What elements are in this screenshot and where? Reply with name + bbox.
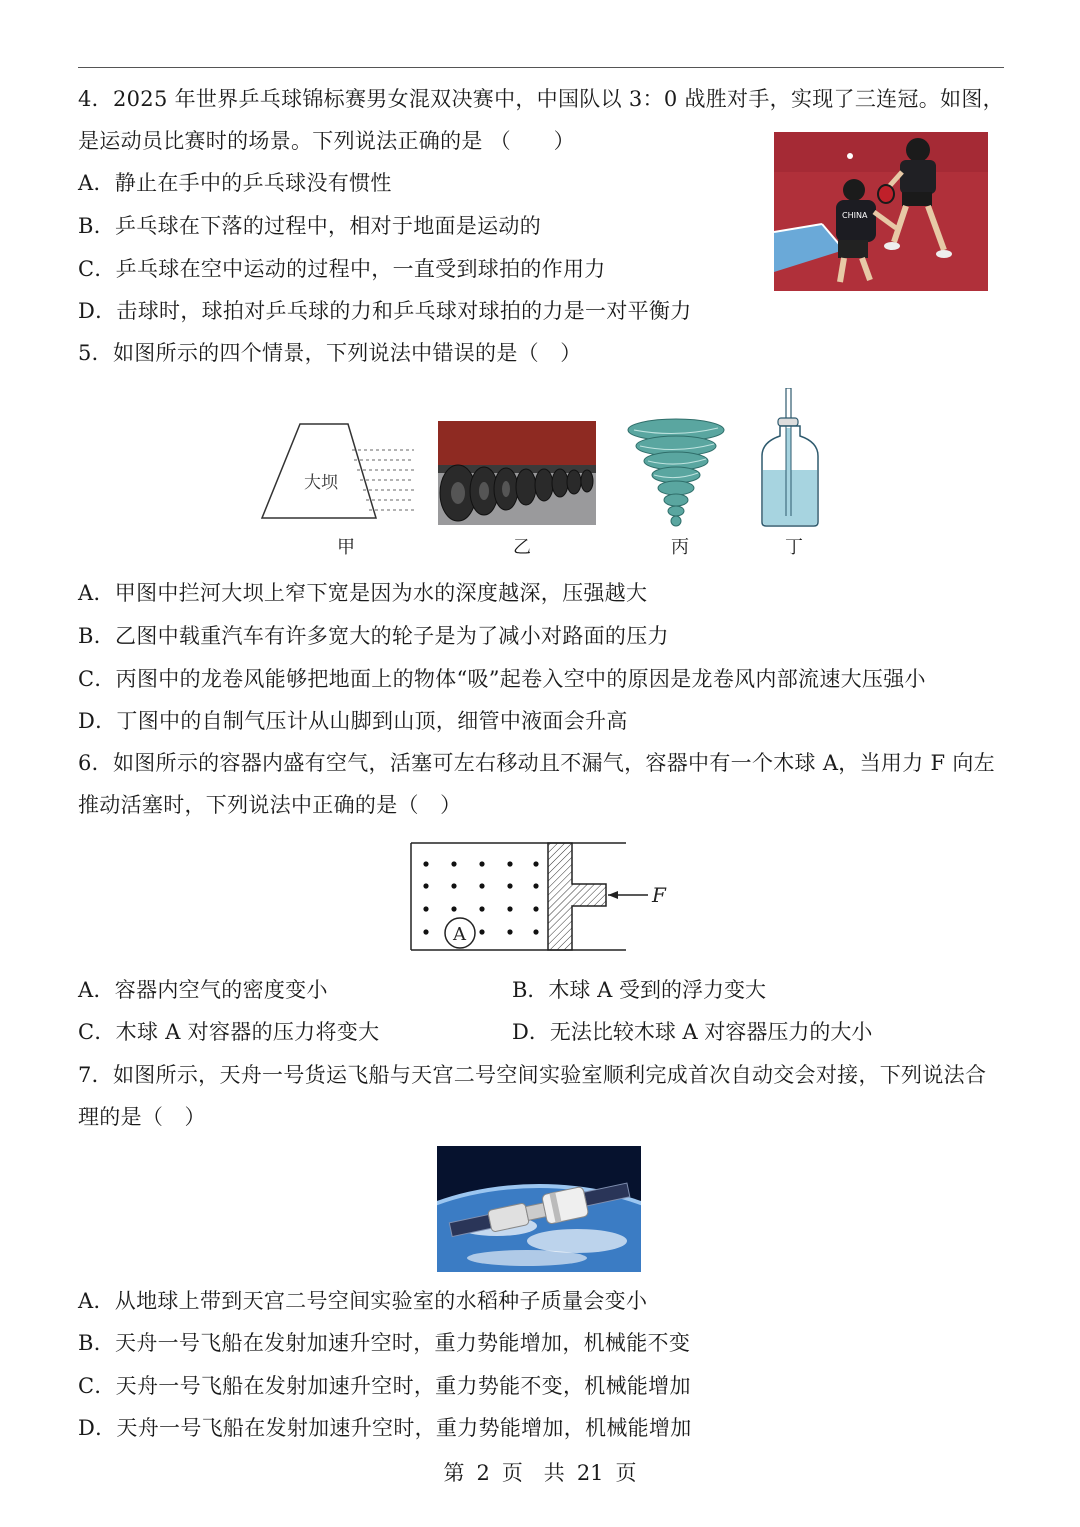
q4-option-d[interactable]: D．击球时，球拍对乒乓球的力和乒乓球对球拍的力是一对平衡力 xyxy=(78,299,692,323)
table-tennis-photo xyxy=(774,132,988,291)
caption-jia: 甲 xyxy=(337,537,355,558)
dam-figure xyxy=(260,420,416,520)
caption-yi: 乙 xyxy=(513,537,531,558)
q7-option-a[interactable]: A．从地球上带到天宫二号空间实验室的水稻种子质量会变小 xyxy=(78,1289,648,1313)
q4-stem-line2: 是运动员比赛时的场景。下列说法正确的是 （ ） xyxy=(78,129,575,153)
q6-stem-line2: 推动活塞时，下列说法中正确的是（ ） xyxy=(78,793,462,817)
q5-option-b[interactable]: B．乙图中载重汽车有许多宽大的轮子是为了减小对路面的压力 xyxy=(78,624,669,648)
footer-suffix: 页 xyxy=(615,1461,637,1485)
q6-stem-line1: 6．如图所示的容器内盛有空气，活塞可左右移动且不漏气，容器中有一个木球 A，当用力 F 向左 xyxy=(78,751,995,775)
q7-stem-line1: 7．如图所示，天舟一号货运飞船与天宫二号空间实验室顺利完成首次自动交会对接，下列说法合 xyxy=(78,1063,987,1087)
tornado-figure xyxy=(624,416,728,532)
q4-stem-line1: 4．2025 年世界乒乓球锦标赛男女混双决赛中，中国队以 3：0 战胜对手，实现了三连冠。如图， xyxy=(78,87,1004,111)
q6-option-b[interactable]: B．木球 A 受到的浮力变大 xyxy=(512,978,766,1002)
q5-option-c[interactable]: C．丙图中的龙卷风能够把地面上的物体“吸”起卷入空中的原因是龙卷风内部流速大压强小 xyxy=(78,667,926,691)
q5-option-d[interactable]: D．丁图中的自制气压计从山脚到山顶，细管中液面会升高 xyxy=(78,709,628,733)
q4-option-a[interactable]: A．静止在手中的乒乓球没有惯性 xyxy=(78,171,392,195)
q6-option-d[interactable]: D．无法比较木球 A 对容器压力的大小 xyxy=(512,1020,873,1044)
ball-label: A xyxy=(453,924,466,945)
footer-page-number: 2 xyxy=(476,1461,490,1485)
footer-mid: 页 共 xyxy=(501,1461,565,1485)
q4-option-b[interactable]: B．乒乓球在下落的过程中，相对于地面是运动的 xyxy=(78,214,542,238)
jersey-text: CHINA xyxy=(842,211,868,220)
q5-option-a[interactable]: A．甲图中拦河大坝上窄下宽是因为水的深度越深，压强越大 xyxy=(78,581,648,605)
header-rule xyxy=(78,67,1004,68)
caption-ding: 丁 xyxy=(785,537,803,558)
q7-option-c[interactable]: C．天舟一号飞船在发射加速升空时，重力势能不变，机械能增加 xyxy=(78,1374,691,1398)
page-footer xyxy=(0,1458,1080,1488)
truck-photo xyxy=(438,421,596,525)
piston-container-figure xyxy=(410,842,670,952)
footer-prefix: 第 xyxy=(443,1461,465,1485)
q7-option-d[interactable]: D．天舟一号飞船在发射加速升空时，重力势能增加，机械能增加 xyxy=(78,1416,692,1440)
spacecraft-photo xyxy=(437,1146,641,1272)
q5-stem: 5．如图所示的四个情景，下列说法中错误的是（ ） xyxy=(78,341,582,365)
q4-option-c[interactable]: C．乒乓球在空中运动的过程中，一直受到球拍的作用力 xyxy=(78,257,606,281)
force-label: F xyxy=(652,883,666,907)
caption-bing: 丙 xyxy=(671,537,689,558)
q7-option-b[interactable]: B．天舟一号飞船在发射加速升空时，重力势能增加，机械能不变 xyxy=(78,1331,691,1355)
q6-option-c[interactable]: C．木球 A 对容器的压力将变大 xyxy=(78,1020,380,1044)
footer-total-pages: 21 xyxy=(576,1461,604,1485)
q6-option-a[interactable]: A．容器内空气的密度变小 xyxy=(78,978,328,1002)
dam-label: 大坝 xyxy=(304,473,338,493)
q7-stem-line2: 理的是（ ） xyxy=(78,1105,206,1129)
barometer-bottle-figure xyxy=(758,388,822,530)
